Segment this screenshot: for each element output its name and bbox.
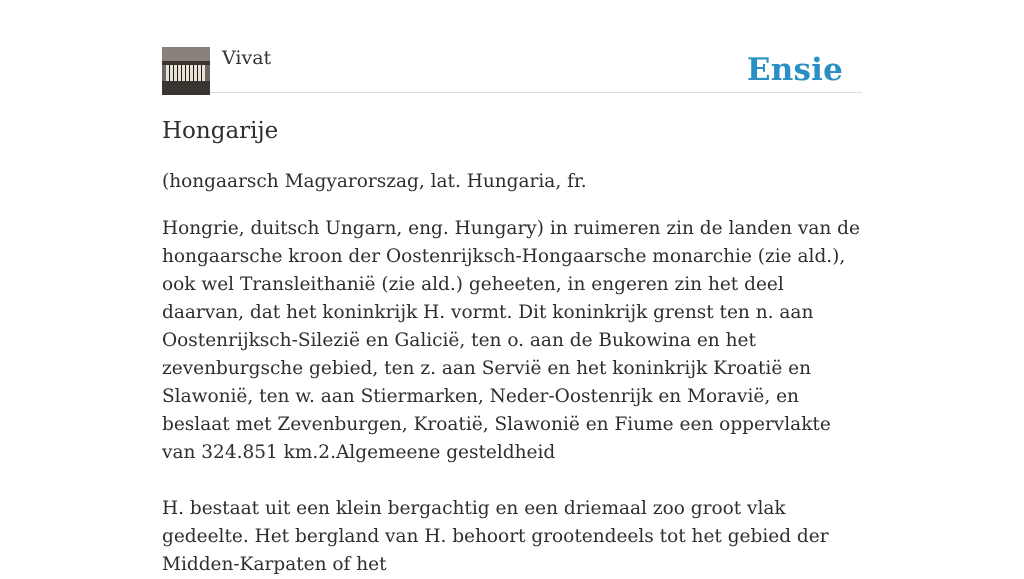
article-intro: (hongaarsch Magyarorszag, lat. Hungaria, fr. [162, 171, 587, 192]
article-body: Hongrie, duitsch Ungarn, eng. Hungary) in ruimeren zin de landen van de hongaarsche kroon der Oostenrijksch-Hongaarsche monarchie (zie ald.), ook wel Transleithanië (zie ald.) geheeten, in engeren zin het deel daarvan, dat het koninkrijk H. vormt. Dit koninkrijk grenst ten n. aan Oostenrijksch-Silezië en Galicië, ten o. aan de Bukowina en het zevenburgsche gebied, ten z. aan Servië en het koninkrijk Kroatië en Slawonië, ten w. aan Stiermarken, Neder-Oostenrijk en Moravië, en beslaat met Zevenburgen, Kroatië, Slawonië en Fiume een oppervlakte van 324.851 km.2.Algemeene gesteldheid H. bestaat uit een klein bergachtig en een driemaal zoo groot vlak gedeelte. Het bergland van H. behoort grootendeels tot het gebied der Midden-Karpaten of het [162, 218, 860, 575]
page-container [162, 0, 862, 575]
avatar[interactable] [162, 47, 210, 95]
page-title: Hongarije [162, 118, 279, 144]
brand-logo[interactable]: Ensie [746, 52, 843, 88]
books-photo-icon [162, 47, 210, 95]
header [162, 0, 862, 93]
author-link[interactable]: Vivat [222, 47, 272, 69]
